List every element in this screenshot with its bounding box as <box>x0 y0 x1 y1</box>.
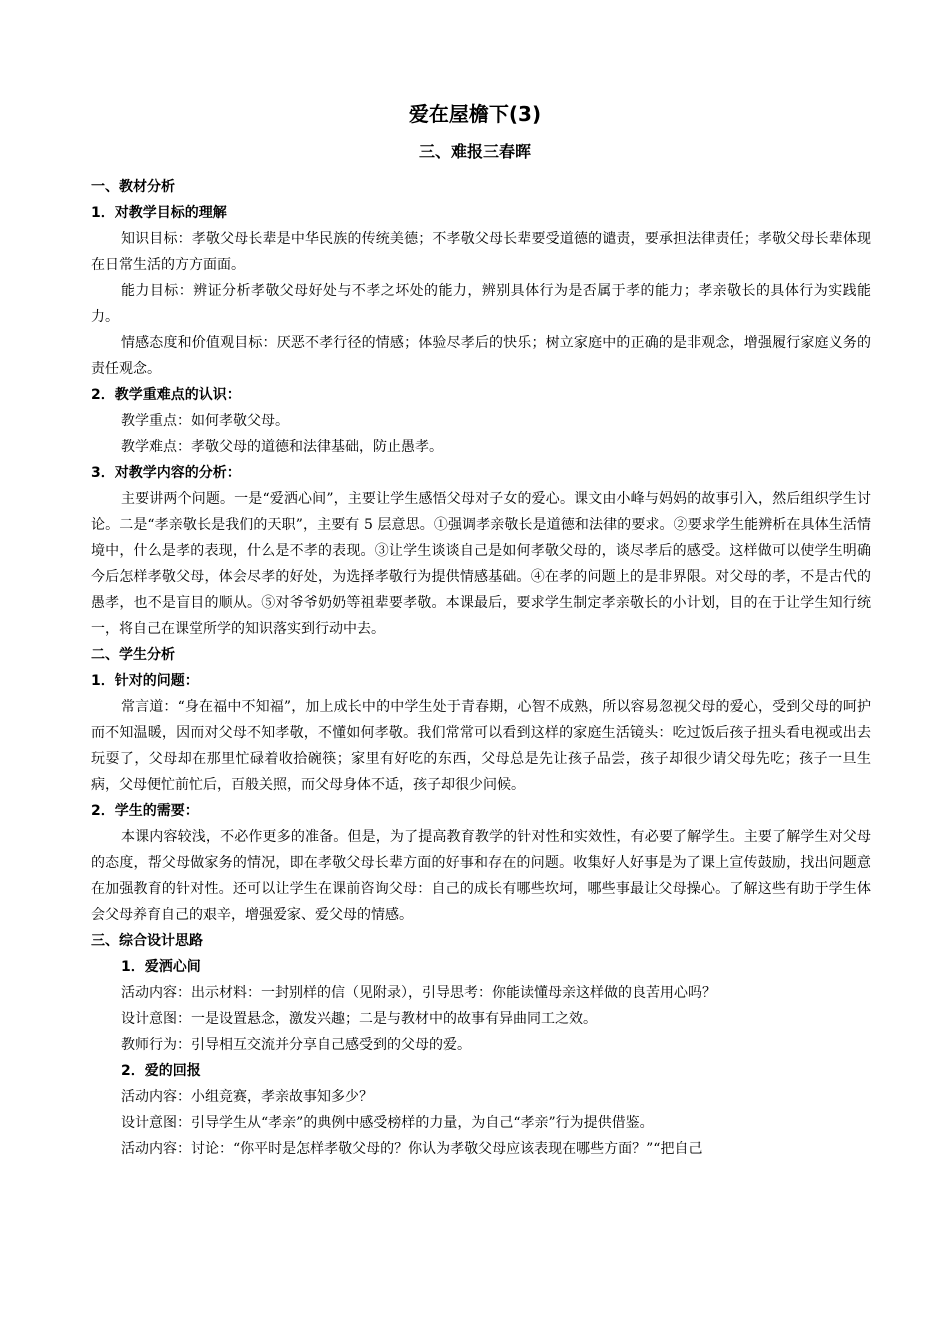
document-body <box>91 174 871 1162</box>
section-heading-design-ideas: 三、综合设计思路 <box>91 933 203 949</box>
section-heading-textbook-analysis: 一、教材分析 <box>91 179 175 195</box>
subheading-teaching-goals: 1．对教学目标的理解 <box>91 205 227 221</box>
subheading-love-return: 2．爱的回报 <box>121 1063 201 1079</box>
paragraph-activity-content-3: 活动内容：讨论：“你平时是怎样孝敬父母的？你认为孝敬父母应该表现在哪些方面？”“把自己 <box>121 1141 703 1157</box>
paragraph-teacher-behavior: 教师行为：引导相互交流并分享自己感受到的父母的爱。 <box>121 1037 471 1053</box>
section-heading-student-analysis: 二、学生分析 <box>91 647 175 663</box>
paragraph-activity-content-1: 活动内容：出示材料：一封别样的信（见附录），引导思考：你能读懂母亲这样做的良苦用心吗？ <box>121 985 716 1001</box>
paragraph-key-point: 教学重点：如何孝敬父母。 <box>121 413 289 429</box>
paragraph-design-intent-2: 设计意图：引导学生从“孝亲”的典例中感受榜样的力量，为自己“孝亲”行为提供借鉴。 <box>121 1115 654 1131</box>
paragraph-design-intent-1: 设计意图：一是设置悬念，激发兴趣；二是与教材中的故事有异曲同工之效。 <box>121 1011 597 1027</box>
paragraph-content-analysis: 主要讲两个问题。一是“爱洒心间”，主要让学生感悟父母对子女的爱心。课文由小峰与妈妈的故事引入，然后组织学生讨论。二是“孝亲敬长是我们的天职”，主要有 5 层意思。①强调孝亲敬长是道德和法律的要求。②要求学生能辨析在具体生活情境中，什么是孝的表现，什么是不孝的表现。③让学生谈谈自己是如何孝敬父母的，谈尽孝后的感受。这样做可以使学生明确今后怎样孝敬父母，体会尽孝的好处，为选择孝敬行为提供情感基础。④在孝的问题上的是非界限。对父母的孝，不是古代的愚孝，也不是盲目的顺从。⑤对爷爷奶奶等祖辈要孝敬。本课最后，要求学生制定孝亲敬长的小计划，目的在于让学生知行统一，将自己在课堂所学的知识落实到行动中去。 <box>91 491 871 637</box>
subheading-student-needs: 2．学生的需要： <box>91 803 199 819</box>
paragraph-target-problem: 常言道：“身在福中不知福”，加上成长中的中学生处于青春期，心智不成熟，所以容易忽视父母的爱心，受到父母的呵护而不知温暖，因而对父母不知孝敬，不懂如何孝敬。我们常常可以看到这样的家庭生活镜头：吃过饭后孩子扭头看电视或出去玩耍了，父母却在那里忙碌着收拾碗筷；家里有好吃的东西，父母总是先让孩子品尝，孩子却很少请父母先吃；孩子一旦生病，父母便忙前忙后，百般关照，而父母身体不适，孩子却很少问候。 <box>91 699 871 793</box>
paragraph-ability-goal: 能力目标：辨证分析孝敬父母好处与不孝之坏处的能力，辨别具体行为是否属于孝的能力；孝亲敬长的具体行为实践能力。 <box>91 283 871 325</box>
subheading-content-analysis: 3．对教学内容的分析： <box>91 465 241 481</box>
paragraph-knowledge-goal: 知识目标：孝敬父母长辈是中华民族的传统美德；不孝敬父母长辈要受道德的谴责，要承担法律责任；孝敬父母长辈体现在日常生活的方方面面。 <box>91 231 871 273</box>
paragraph-difficult-point: 教学难点：孝敬父母的道德和法律基础，防止愚孝。 <box>121 439 443 455</box>
page-title: 爱在屋檐下(3) <box>408 102 542 126</box>
paragraph-emotion-goal: 情感态度和价值观目标：厌恶不孝行径的情感；体验尽孝后的快乐；树立家庭中的正确的是非观念，增强履行家庭义务的责任观念。 <box>91 335 871 377</box>
subheading-target-problem: 1．针对的问题： <box>91 673 199 689</box>
paragraph-activity-content-2: 活动内容：小组竞赛，孝亲故事知多少？ <box>121 1089 373 1105</box>
subheading-key-points: 2．教学重难点的认识： <box>91 387 241 403</box>
page-subtitle: 三、难报三春晖 <box>418 142 531 161</box>
subheading-love-in-heart: 1．爱洒心间 <box>121 959 201 975</box>
paragraph-student-needs: 本课内容较浅，不必作更多的准备。但是，为了提高教育教学的针对性和实效性，有必要了解学生。主要了解学生对父母的态度，帮父母做家务的情况，即在孝敬父母长辈方面的好事和存在的问题。收集好人好事是为了课上宣传鼓励，找出问题意在加强教育的针对性。还可以让学生在课前咨询父母：自己的成长有哪些坎坷，哪些事最让父母操心。了解这些有助于学生体会父母养育自己的艰辛，增强爱家、爱父母的情感。 <box>91 829 871 923</box>
